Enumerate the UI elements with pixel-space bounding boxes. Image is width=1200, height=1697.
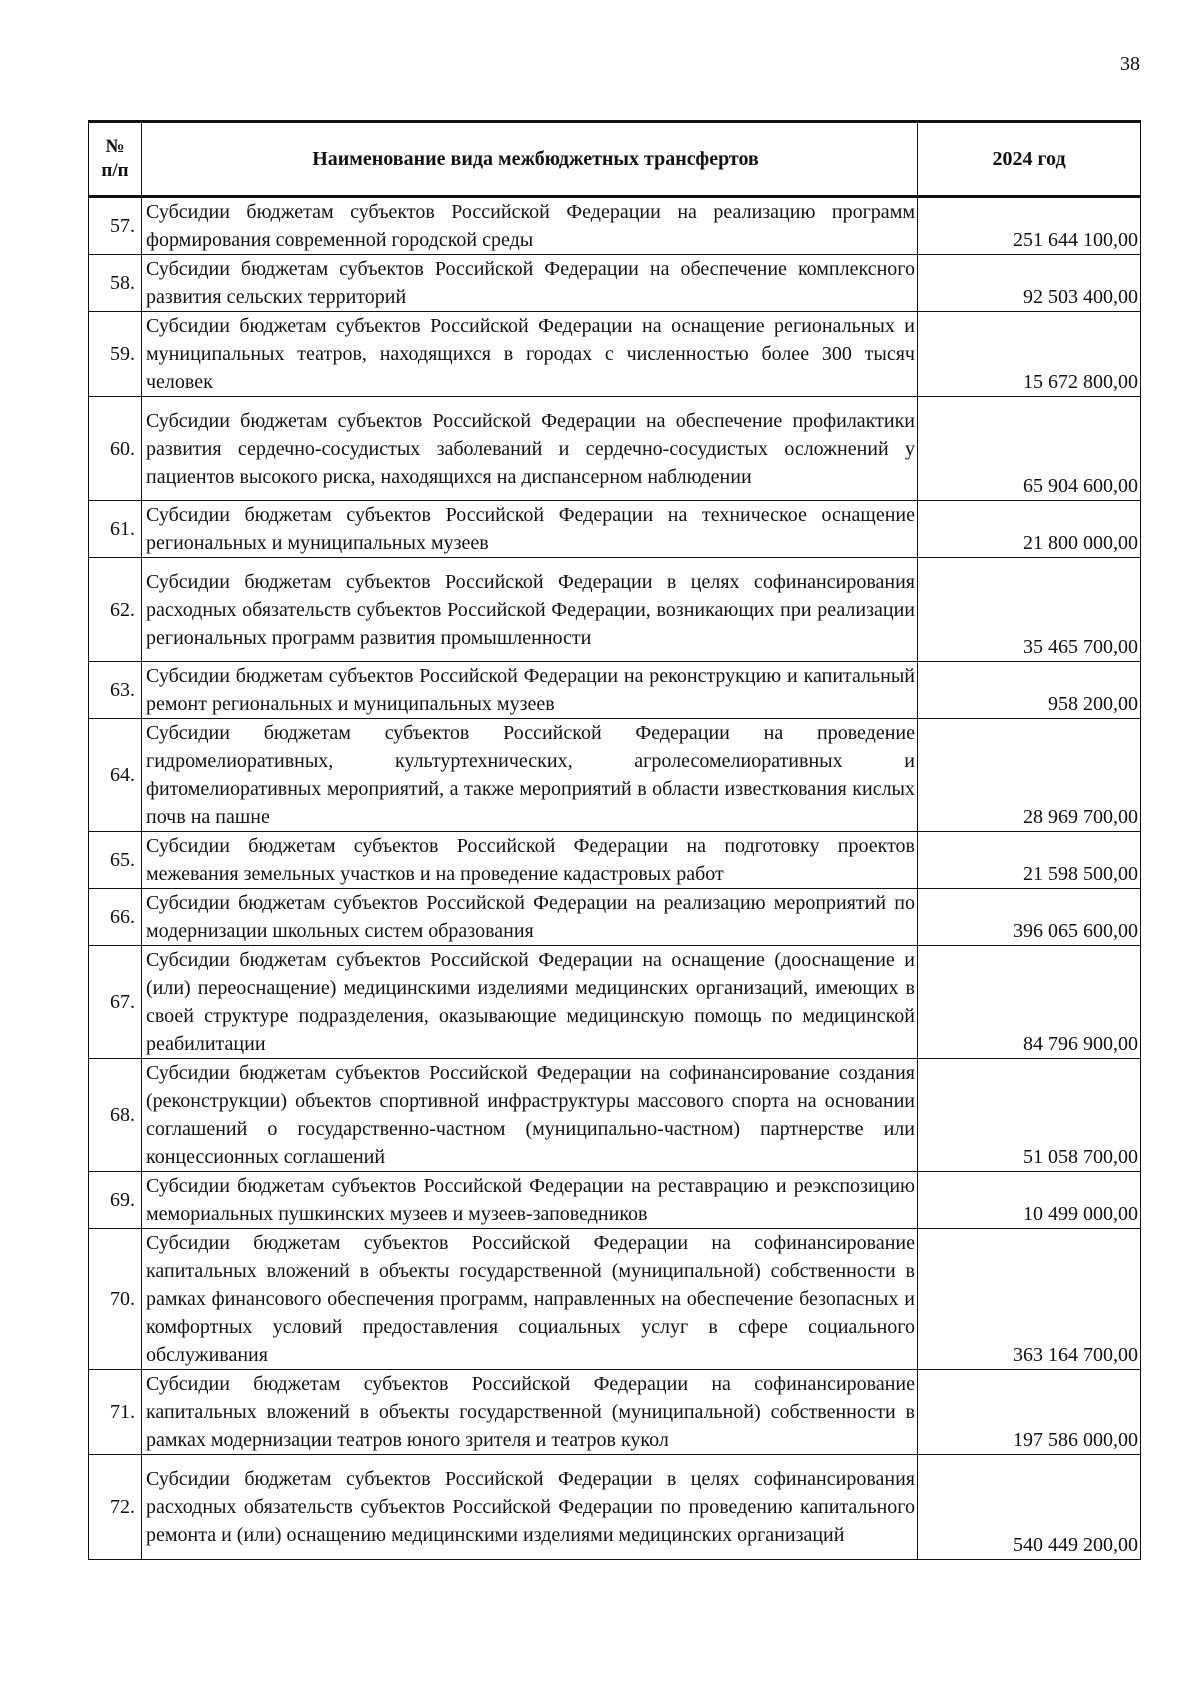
- table-row: [89, 889, 1141, 946]
- transfers-table: [88, 120, 1141, 1560]
- row-number: 65.: [89, 832, 142, 889]
- row-transfer-name: Субсидии бюджетам субъектов Российской Федерации на оснащение региональных и муниципальных театров, находящихся в городах с численностью более 300 тысяч человек: [142, 312, 918, 397]
- row-amount: 92 503 400,00: [918, 255, 1141, 312]
- row-amount: 15 672 800,00: [918, 312, 1141, 397]
- row-amount: 363 164 700,00: [918, 1229, 1141, 1370]
- table-row: [89, 1059, 1141, 1172]
- row-amount: 958 200,00: [918, 662, 1141, 719]
- table-row: [89, 197, 1141, 255]
- row-number: 64.: [89, 719, 142, 832]
- table-row: [89, 1455, 1141, 1560]
- row-transfer-name: Субсидии бюджетам субъектов Российской Федерации на реализацию мероприятий по модернизации школьных систем образования: [142, 889, 918, 946]
- row-number: 71.: [89, 1370, 142, 1455]
- table-row: [89, 397, 1141, 501]
- row-number: 67.: [89, 946, 142, 1059]
- row-number: 62.: [89, 558, 142, 662]
- row-transfer-name: Субсидии бюджетам субъектов Российской Федерации в целях софинансирования расходных обязательств субъектов Российской Федерации по проведению капитального ремонта и (или) оснащению медицинскими изделиями медицинских организаций: [142, 1455, 918, 1560]
- table-row: [89, 558, 1141, 662]
- row-amount: 251 644 100,00: [918, 197, 1141, 255]
- page-number: 38: [1120, 53, 1140, 75]
- table-row: [89, 832, 1141, 889]
- header-transfer-name: Наименование вида межбюджетных трансфертов: [142, 122, 918, 197]
- table-row: [89, 1229, 1141, 1370]
- table-row: [89, 1172, 1141, 1229]
- row-number: 59.: [89, 312, 142, 397]
- row-number: 69.: [89, 1172, 142, 1229]
- row-amount: 65 904 600,00: [918, 397, 1141, 501]
- row-transfer-name: Субсидии бюджетам субъектов Российской Федерации на оснащение (дооснащение и (или) переоснащение) медицинскими изделиями медицинских организаций, имеющих в своей структуре подразделения, оказывающие медицинскую помощь по медицинской реабилитации: [142, 946, 918, 1059]
- row-transfer-name: Субсидии бюджетам субъектов Российской Федерации на проведение гидромелиоративных, культуртехнических, агролесомелиоративных и фитомелиоративных мероприятий, а также мероприятий в области известкования кислых почв на пашне: [142, 719, 918, 832]
- row-amount: 197 586 000,00: [918, 1370, 1141, 1455]
- row-number: 70.: [89, 1229, 142, 1370]
- header-row: [89, 122, 1141, 197]
- header-number-abbr: п/п: [101, 160, 129, 181]
- row-amount: 21 598 500,00: [918, 832, 1141, 889]
- row-amount: 10 499 000,00: [918, 1172, 1141, 1229]
- row-transfer-name: Субсидии бюджетам субъектов Российской Федерации на обеспечение комплексного развития сельских территорий: [142, 255, 918, 312]
- row-transfer-name: Субсидии бюджетам субъектов Российской Федерации на подготовку проектов межевания земельных участков и на проведение кадастровых работ: [142, 832, 918, 889]
- table-row: [89, 662, 1141, 719]
- row-transfer-name: Субсидии бюджетам субъектов Российской Федерации на реставрацию и реэкспозицию мемориальных пушкинских музеев и музеев-заповедников: [142, 1172, 918, 1229]
- row-amount: 540 449 200,00: [918, 1455, 1141, 1560]
- header-year: 2024 год: [918, 122, 1141, 197]
- row-transfer-name: Субсидии бюджетам субъектов Российской Федерации на техническое оснащение региональных и муниципальных музеев: [142, 501, 918, 558]
- row-transfer-name: Субсидии бюджетам субъектов Российской Федерации на реконструкцию и капитальный ремонт региональных и муниципальных музеев: [142, 662, 918, 719]
- header-number-symbol: №: [105, 136, 125, 157]
- row-transfer-name: Субсидии бюджетам субъектов Российской Федерации на обеспечение профилактики развития сердечно-сосудистых заболеваний и сердечно-сосудистых осложнений у пациентов высокого риска, находящихся на диспансерном наблюдении: [142, 397, 918, 501]
- row-number: 60.: [89, 397, 142, 501]
- table-header: [89, 122, 1141, 197]
- table-row: [89, 719, 1141, 832]
- row-number: 68.: [89, 1059, 142, 1172]
- row-number: 57.: [89, 197, 142, 255]
- row-number: 63.: [89, 662, 142, 719]
- row-number: 58.: [89, 255, 142, 312]
- row-amount: 396 065 600,00: [918, 889, 1141, 946]
- header-number: [89, 122, 142, 197]
- row-transfer-name: Субсидии бюджетам субъектов Российской Федерации на софинансирование капитальных вложений в объекты государственной (муниципальной) собственности в рамках модернизации театров юного зрителя и театров кукол: [142, 1370, 918, 1455]
- row-amount: 84 796 900,00: [918, 946, 1141, 1059]
- table-row: [89, 946, 1141, 1059]
- row-amount: 51 058 700,00: [918, 1059, 1141, 1172]
- table-row: [89, 501, 1141, 558]
- table-body: [89, 197, 1141, 1560]
- row-number: 61.: [89, 501, 142, 558]
- row-number: 66.: [89, 889, 142, 946]
- row-amount: 21 800 000,00: [918, 501, 1141, 558]
- row-number: 72.: [89, 1455, 142, 1560]
- row-transfer-name: Субсидии бюджетам субъектов Российской Федерации на софинансирование капитальных вложений в объекты государственной (муниципальной) собственности в рамках финансового обеспечения программ, направленных на обеспечение безопасных и комфортных условий предоставления социальных услуг в сфере социального обслуживания: [142, 1229, 918, 1370]
- row-transfer-name: Субсидии бюджетам субъектов Российской Федерации на софинансирование создания (реконструкции) объектов спортивной инфраструктуры массового спорта на основании соглашений о государственно-частном (муниципально-частном) партнерстве или концессионных соглашений: [142, 1059, 918, 1172]
- table-row: [89, 1370, 1141, 1455]
- row-amount: 28 969 700,00: [918, 719, 1141, 832]
- row-amount: 35 465 700,00: [918, 558, 1141, 662]
- row-transfer-name: Субсидии бюджетам субъектов Российской Федерации на реализацию программ формирования современной городской среды: [142, 197, 918, 255]
- table-row: [89, 255, 1141, 312]
- row-transfer-name: Субсидии бюджетам субъектов Российской Федерации в целях софинансирования расходных обязательств субъектов Российской Федерации, возникающих при реализации региональных программ развития промышленности: [142, 558, 918, 662]
- table-row: [89, 312, 1141, 397]
